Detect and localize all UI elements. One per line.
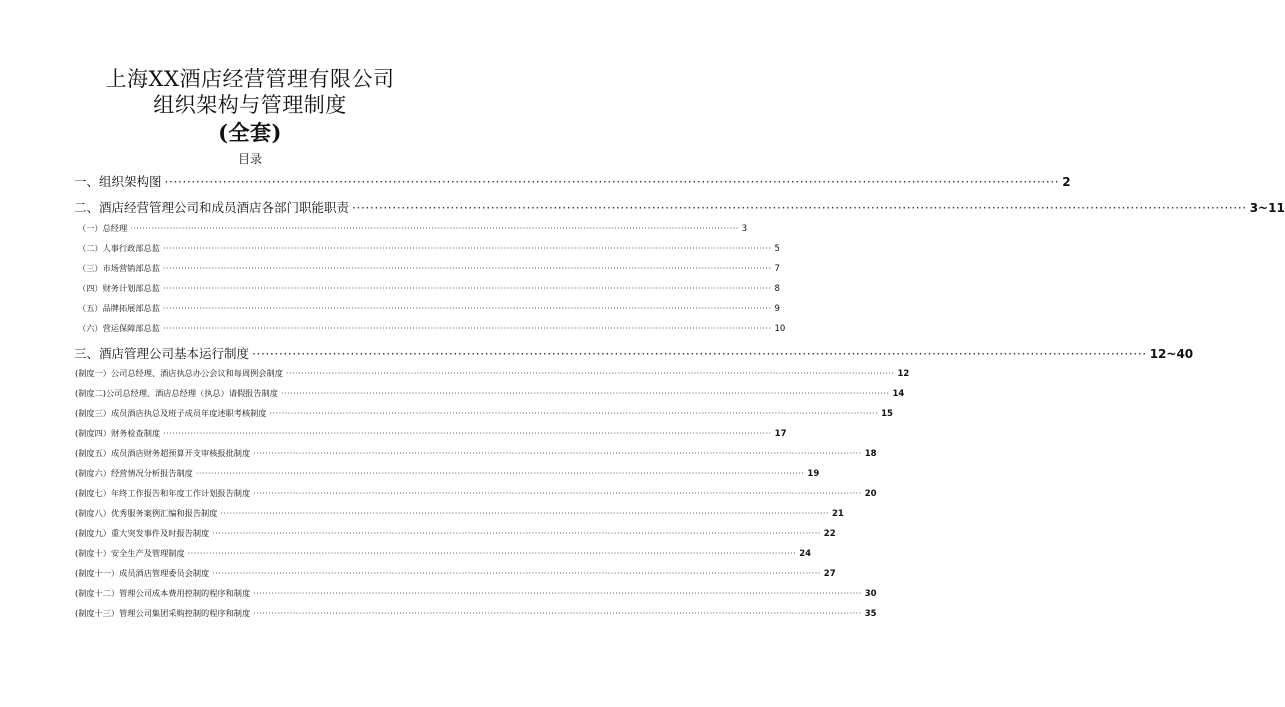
toc-entry-page: 18 — [864, 449, 877, 459]
toc-entry-item — [75, 568, 836, 579]
toc-entry-page: 20 — [864, 489, 877, 499]
toc-leader-dots: ········································································································································································································ — [164, 174, 1060, 189]
toc-entry-label: (制度七）年终工作报告和年度工作计划报告制度 — [75, 488, 251, 498]
toc-entry-label: 二、酒店经营管理公司和成员酒店各部门职能职责 — [74, 200, 350, 215]
toc-entry-label: (制度五）成员酒店财务超预算开支审核报批制度 — [75, 448, 251, 458]
toc-leader-dots: ········································································································································································································ — [285, 369, 895, 378]
toc-entry-page: 15 — [881, 409, 893, 419]
toc-entry-page: 21 — [831, 509, 844, 519]
toc-entry-page: 12~40 — [1149, 347, 1194, 361]
toc-entry-label: （一）总经理 — [78, 223, 128, 233]
toc-entry-page: 27 — [823, 569, 836, 579]
toc-entry-label: （三）市场营销部总监 — [78, 263, 160, 273]
toc-entry-section2 — [74, 198, 1285, 216]
toc-entry-page: 8 — [774, 284, 780, 294]
toc-entry-label: (制度一）公司总经理、酒店执总办公会议和每周例会制度 — [75, 368, 283, 378]
toc-entry-item — [75, 548, 812, 559]
toc-entry-label: (制度六）经营情况分析报告制度 — [75, 468, 193, 478]
toc-entry-label: (制度十三）管理公司集团采购控制的程序和制度 — [75, 608, 251, 618]
toc-leader-dots: ········································································································································································································ — [162, 324, 772, 333]
toc-leader-dots: ········································································································································································································ — [163, 429, 772, 438]
toc-entry-label: (制度三）成员酒店执总及班子成员年度述职考核制度 — [75, 408, 267, 418]
toc-entry-page: 9 — [774, 304, 780, 314]
toc-leader-dots: ········································································································································································································ — [280, 389, 890, 398]
toc-entry-label: 三、酒店管理公司基本运行制度 — [74, 346, 250, 361]
toc-entry-label: （五）品牌拓展部总监 — [78, 303, 160, 313]
toc-leader-dots: ········································································································································································································ — [162, 264, 772, 273]
document-title-suffix: (全套) — [218, 120, 282, 145]
toc-leader-dots: ········································································································································································································ — [253, 489, 862, 498]
toc-entry-label: (制度八）优秀服务案例汇编和报告制度 — [75, 508, 218, 518]
toc-heading: 目录 — [237, 152, 262, 166]
toc-leader-dots: ········································································································································································································ — [212, 529, 821, 538]
document-title-subject: 组织架构与管理制度 — [153, 93, 347, 117]
document-title-company: 上海XX酒店经营管理有限公司 — [105, 67, 395, 91]
toc-entry-page: 10 — [774, 324, 786, 334]
toc-entry-item — [75, 388, 905, 399]
toc-entry-page: 3 — [741, 224, 748, 234]
toc-leader-dots: ········································································································································································································ — [212, 569, 821, 578]
toc-entry-label: （二）人事行政部总监 — [78, 243, 160, 253]
toc-entry-item — [75, 448, 877, 459]
toc-entry-item — [75, 368, 910, 379]
toc-entry-page: 19 — [807, 469, 820, 479]
toc-entry-label: 一、组织架构图 — [74, 174, 162, 189]
toc-entry-item — [75, 468, 820, 479]
toc-entry-label: （四）财务计划部总监 — [78, 283, 160, 293]
toc-entry-page: 22 — [823, 529, 836, 539]
toc-leader-dots: ········································································································································································································ — [253, 609, 862, 618]
toc-entry-item — [78, 243, 780, 254]
toc-entry-page: 14 — [892, 389, 905, 399]
toc-leader-dots: ········································································································································································································ — [253, 449, 862, 458]
toc-entry-item — [78, 223, 748, 234]
toc-entry-section3 — [74, 344, 1194, 362]
toc-entry-item — [78, 323, 786, 334]
toc-entry-item — [75, 408, 893, 419]
toc-entry-item — [75, 608, 877, 619]
toc-entry-page: 12 — [897, 369, 910, 379]
toc-leader-dots: ········································································································································································································ — [252, 346, 1147, 361]
toc-leader-dots: ········································································································································································································ — [162, 244, 772, 253]
toc-entry-label: (制度十）安全生产及管理制度 — [75, 548, 185, 558]
toc-entry-label: (制度九）重大突发事件及时报告制度 — [75, 528, 210, 538]
toc-leader-dots: ········································································································································································································ — [187, 549, 797, 558]
toc-entry-label: （六）营运保障部总监 — [78, 323, 160, 333]
toc-entry-item — [75, 508, 844, 519]
toc-entry-section1 — [74, 172, 1071, 190]
toc-entry-item — [78, 283, 780, 294]
toc-leader-dots: ········································································································································································································ — [162, 304, 772, 313]
toc-entry-label: (制度十一）成员酒店管理委员会制度 — [75, 568, 210, 578]
toc-entry-page: 5 — [774, 244, 780, 254]
toc-entry-label: (制度二)公司总经理、酒店总经理（执总）请假报告制度 — [75, 388, 278, 398]
toc-entry-item — [75, 428, 787, 439]
toc-entry-page: 17 — [774, 429, 787, 439]
toc-leader-dots: ········································································································································································································ — [162, 284, 772, 293]
toc-leader-dots: ········································································································································································································ — [130, 224, 739, 233]
toc-entry-item — [78, 263, 780, 274]
toc-entry-page: 30 — [864, 589, 877, 599]
toc-entry-label: (制度十二）管理公司成本费用控制的程序和制度 — [75, 588, 251, 598]
toc-entry-page: 2 — [1062, 175, 1071, 189]
toc-leader-dots: ········································································································································································································ — [269, 409, 879, 418]
toc-entry-item — [75, 588, 877, 599]
toc-leader-dots: ········································································································································································································ — [220, 509, 829, 518]
toc-leader-dots: ········································································································································································································ — [253, 589, 862, 598]
toc-entry-page: 35 — [864, 609, 877, 619]
toc-entry-item — [75, 488, 877, 499]
toc-entry-label: (制度四）财务检查制度 — [75, 428, 161, 438]
toc-entry-item — [75, 528, 836, 539]
toc-entry-page: 3~11 — [1249, 201, 1285, 215]
toc-entry-item — [78, 303, 780, 314]
toc-leader-dots: ········································································································································································································ — [195, 469, 805, 478]
toc-leader-dots: ········································································································································································································ — [352, 200, 1247, 215]
toc-entry-page: 24 — [799, 549, 812, 559]
toc-entry-page: 7 — [774, 264, 780, 274]
